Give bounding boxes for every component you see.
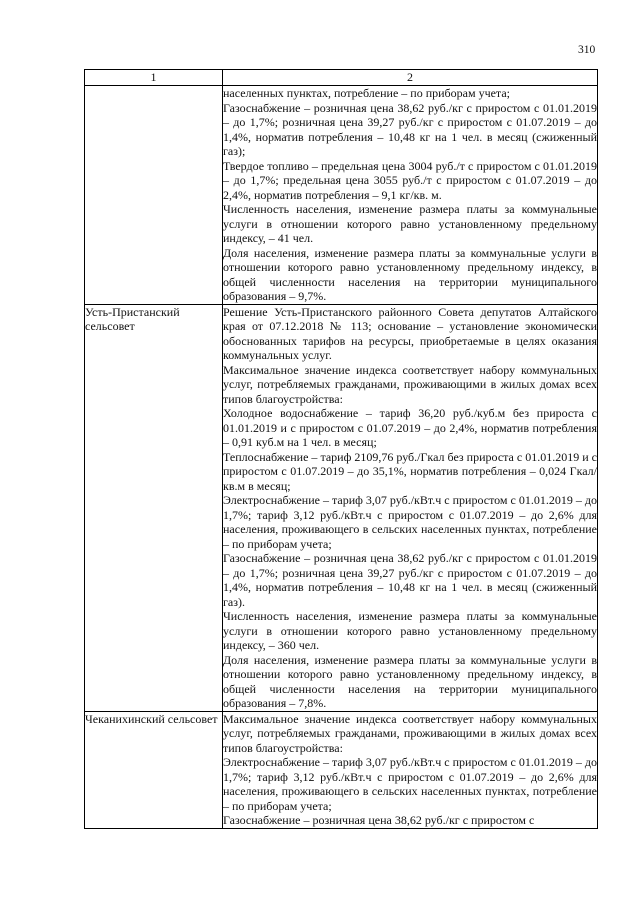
description-cell	[223, 711, 598, 828]
description-cell	[223, 86, 598, 305]
region-cell: Чеканихинский сельсовет	[85, 711, 223, 828]
tariff-table	[84, 69, 598, 829]
table-row	[85, 86, 598, 305]
table-row	[85, 304, 598, 711]
paragraph: Газоснабжение – розничная цена 38,62 руб./кг с приростом с 01.01.2019 – до 1,7%; розничная цена 39,27 руб./кг с приростом с 01.07.2019 – до 1,4%, норматив потребления – 10,48 кг на 1 чел. в месяц (сжиженный газ).	[223, 551, 597, 609]
column-header-1: 1	[85, 70, 223, 86]
region-cell	[85, 86, 223, 305]
paragraph: населенных пунктах, потребление – по приборам учета;	[223, 86, 510, 100]
paragraph: Численность населения, изменение размера платы за коммунальные услуги в отношении которого равно установленному предельному индексу, – 360 чел.	[223, 609, 597, 652]
paragraph: Газоснабжение – розничная цена 38,62 руб./кг с приростом с	[223, 813, 535, 827]
paragraph: Максимальное значение индекса соответствует набору коммунальных услуг, потребляемых гражданами, проживающими в жилых домах всех типов благоустройства:	[223, 362, 597, 406]
region-cell: Усть-Пристанский сельсовет	[85, 304, 223, 711]
paragraph: Решение Усть-Пристанского районного Совета депутатов Алтайского края от 07.12.2018 № 113; основание – установление экономически обоснованных тарифов на ресурсы, приобретаемые в целях оказания коммунальных услуг.	[223, 304, 597, 362]
paragraph: Твердое топливо – предельная цена 3004 руб./т с приростом с 01.01.2019 – до 1,7%; предельная цена 3055 руб./т с приростом с 01.07.2019 – до 2,4%, норматив потребления – 9,1 кг/кв. м.	[223, 158, 597, 202]
column-header-2: 2	[223, 70, 598, 86]
paragraph: Максимальное значение индекса соответствует набору коммунальных услуг, потребляемых гражданами, проживающими в жилых домах всех типов благоустройства:	[223, 711, 597, 755]
paragraph: Холодное водоснабжение – тариф 36,20 руб./куб.м без прироста с 01.01.2019 и с приростом с 01.07.2019 – до 2,4%, норматив потребления – 0,91 куб.м на 1 чел. в месяц;	[223, 406, 597, 449]
table-row	[85, 711, 598, 828]
paragraph: Электроснабжение – тариф 3,07 руб./кВт.ч с приростом с 01.01.2019 – до 1,7%; тариф 3,12 руб./кВт.ч с приростом с 01.07.2019 – до 2,6% для населения, проживающего в сельских населенных пунктах, потребление – по приборам учета;	[223, 493, 597, 551]
paragraph: Газоснабжение – розничная цена 38,62 руб./кг с приростом с 01.01.2019 – до 1,7%; розничная цена 39,27 руб./кг с приростом с 01.07.2019 – до 1,4%, норматив потребления – 10,48 кг на 1 чел. в месяц (сжиженный газ);	[223, 100, 597, 158]
paragraph: Численность населения, изменение размера платы за коммунальные услуги в отношении которого равно установленному предельному индексу, – 41 чел.	[223, 202, 597, 245]
paragraph: Электроснабжение – тариф 3,07 руб./кВт.ч с приростом с 01.01.2019 – до 1,7%; тариф 3,12 руб./кВт.ч с приростом с 01.07.2019 – до 2,6% для населения, проживающего в сельских населенных пунктах, потребление – по приборам учета;	[223, 755, 597, 813]
paragraph: Доля населения, изменение размера платы за коммунальные услуги в отношении которого равно установленному предельному индексу, в общей численности населения на территории муниципального образования – 7,8%.	[223, 652, 597, 710]
paragraph: Теплоснабжение – тариф 2109,76 руб./Гкал без прироста с 01.01.2019 и с приростом с 01.07.2019 – до 35,1%, норматив потребления – 0,024 Гкал/кв.м в месяц;	[223, 449, 597, 493]
description-cell	[223, 304, 598, 711]
table-header-row	[85, 70, 598, 86]
paragraph: Доля населения, изменение размера платы за коммунальные услуги в отношении которого равно установленному предельному индексу, в общей численности населения на территории муниципального образования – 9,7%.	[223, 245, 597, 303]
page-number: 310	[578, 44, 596, 56]
